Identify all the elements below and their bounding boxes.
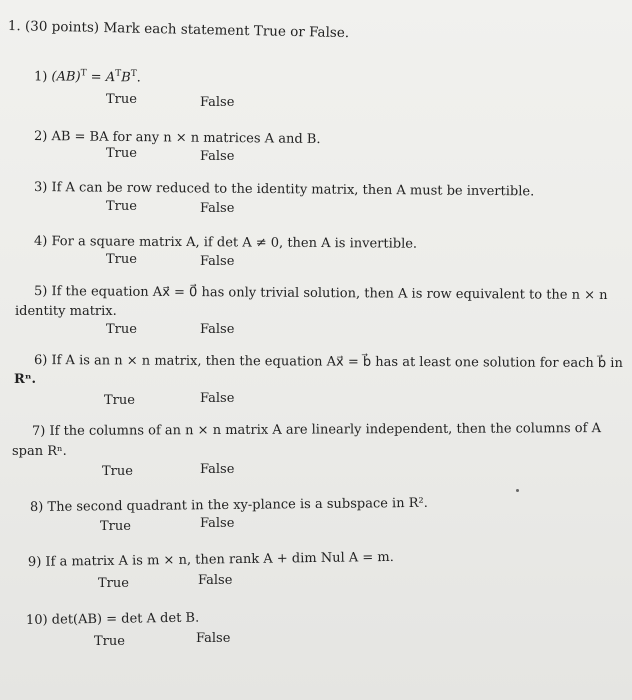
q3-true-option[interactable]: True	[106, 199, 137, 214]
q2-true-option[interactable]: True	[106, 146, 137, 161]
q8-false-option[interactable]: False	[200, 516, 235, 531]
q1-true-option[interactable]: True	[106, 92, 137, 107]
q10-false-option[interactable]: False	[196, 631, 231, 646]
question-9: 9) If a matrix A is m × n, then rank A + dim Nul A = m.	[27, 549, 394, 570]
q3-false-option[interactable]: False	[200, 201, 235, 216]
question-8: 8) The second quadrant in the xy-plance is a subspace in R².	[29, 495, 428, 515]
q9-false-option[interactable]: False	[198, 573, 233, 588]
question-5-continued: identity matrix.	[15, 304, 117, 319]
question-7-continued: span Rⁿ.	[12, 444, 67, 459]
q6-true-option[interactable]: True	[104, 393, 135, 408]
ink-dot	[516, 489, 519, 492]
q7-false-option[interactable]: False	[200, 462, 235, 477]
q4-true-option[interactable]: True	[106, 252, 137, 267]
question-2: 2) AB = BA for any n × n matrices A and B.	[33, 129, 321, 147]
q10-true-option[interactable]: True	[94, 634, 125, 649]
question-6: 6) If A is an n × n matrix, then the equation Ax⃗ = b⃗ has at least one solution for each b⃗ in	[33, 353, 623, 372]
question-7: 7) If the columns of an n × n matrix A are linearly independent, then the columns of A	[31, 421, 601, 439]
q4-false-option[interactable]: False	[200, 254, 235, 269]
question-3: 3) If A can be row reduced to the identity matrix, then A must be invertible.	[33, 180, 535, 200]
q2-false-option[interactable]: False	[200, 149, 235, 164]
q5-true-option[interactable]: True	[106, 322, 137, 337]
question-6-continued: Rⁿ.	[14, 372, 37, 387]
q8-true-option[interactable]: True	[100, 519, 131, 534]
q6-false-option[interactable]: False	[200, 391, 235, 406]
q9-true-option[interactable]: True	[98, 576, 129, 591]
question-5: 5) If the equation Ax⃗ = 0⃗ has only trivial solution, then A is row equivalent to the n × n	[33, 284, 608, 304]
question-1: 1) $(AB)^T = A^TB^T$.	[33, 68, 141, 86]
question-10: 10) det(AB) = det A det B.	[25, 610, 200, 628]
q1-false-option[interactable]: False	[200, 95, 235, 110]
question-4: 4) For a square matrix A, if det A ≠ 0, then A is invertible.	[33, 234, 418, 252]
q7-true-option[interactable]: True	[102, 464, 133, 479]
q5-false-option[interactable]: False	[200, 322, 235, 337]
problem-header: 1. (30 points) Mark each statement True or False.	[7, 18, 350, 42]
